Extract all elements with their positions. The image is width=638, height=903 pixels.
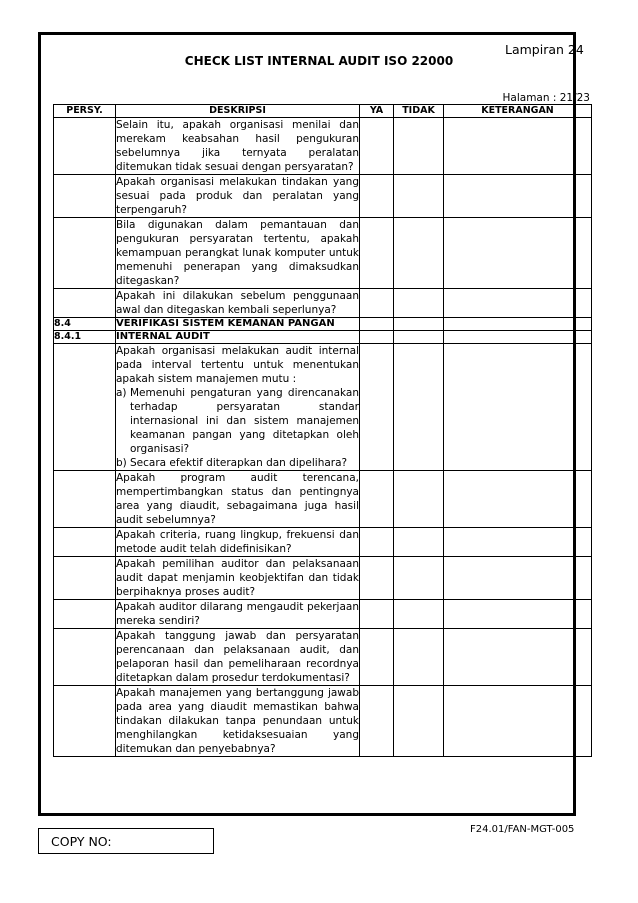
audit-checklist-table [53, 104, 592, 757]
sub-item-text: Memenuhi pengaturan yang direncanakan terhadap persyaratan standar internasional ini dan sistem manajemen keamanan pangan yang ditetapkan oleh organisasi? [130, 387, 359, 455]
empty-cell [444, 318, 592, 331]
question-cell [116, 528, 360, 557]
question-text: Selain itu, apakah organisasi menilai dan merekam keabsahan hasil pengukuran sebelumnya jika ternyata peralatan ditemukan tidak sesuai dengan persyaratan? [116, 119, 359, 173]
persy-cell [54, 600, 116, 629]
header-tidak: TIDAK [394, 105, 444, 118]
question-cell [116, 218, 360, 289]
tidak-checkbox-cell[interactable] [394, 175, 444, 218]
empty-cell [360, 318, 394, 331]
persy-cell [54, 344, 116, 471]
sub-item-b [116, 456, 359, 470]
persy-cell [54, 686, 116, 757]
question-text: Bila digunakan dalam pemantauan dan pengukuran persyaratan tertentu, apakah kemampuan perangkat lunak komputer untuk memenuhi penerapan yang dimaksudkan ditegaskan? [116, 219, 359, 287]
question-text: Apakah organisasi melakukan audit internal pada interval tertentu untuk menentukan apakah sistem manajemen mutu : [116, 345, 359, 385]
question-cell [116, 629, 360, 686]
table-row [54, 557, 592, 600]
empty-cell [394, 331, 444, 344]
keterangan-cell[interactable] [444, 557, 592, 600]
sub-item-label: a) [116, 387, 127, 399]
persy-cell [54, 557, 116, 600]
persy-cell [54, 175, 116, 218]
ya-checkbox-cell[interactable] [360, 686, 394, 757]
header-keterangan: KETERANGAN [444, 105, 592, 118]
question-text: Apakah criteria, ruang lingkup, frekuensi dan metode audit telah didefinisikan? [116, 529, 359, 555]
section-row-8-4-1 [54, 331, 592, 344]
keterangan-cell[interactable] [444, 629, 592, 686]
page-number: Halaman : 21/23 [502, 92, 590, 104]
table-row [54, 175, 592, 218]
question-text: Apakah auditor dilarang mengaudit pekerjaan mereka sendiri? [116, 601, 359, 627]
question-cell [116, 289, 360, 318]
header-deskripsi: DESKRIPSI [116, 105, 360, 118]
question-cell [116, 557, 360, 600]
keterangan-cell[interactable] [444, 289, 592, 318]
header-persy: PERSY. [54, 105, 116, 118]
table-row [54, 218, 592, 289]
sub-item-label: b) [116, 457, 127, 469]
ya-checkbox-cell[interactable] [360, 344, 394, 471]
tidak-checkbox-cell[interactable] [394, 471, 444, 528]
table-row [54, 471, 592, 528]
empty-cell [394, 318, 444, 331]
question-cell [116, 344, 360, 471]
persy-cell [54, 118, 116, 175]
section-title: INTERNAL AUDIT [116, 331, 360, 344]
table-row [54, 528, 592, 557]
section-title: VERIFIKASI SISTEM KEMANAN PANGAN [116, 318, 360, 331]
copy-number-box: COPY NO: [38, 828, 214, 854]
persy-cell [54, 528, 116, 557]
header-ya: YA [360, 105, 394, 118]
persy-cell [54, 218, 116, 289]
ya-checkbox-cell[interactable] [360, 528, 394, 557]
ya-checkbox-cell[interactable] [360, 118, 394, 175]
question-cell [116, 686, 360, 757]
tidak-checkbox-cell[interactable] [394, 118, 444, 175]
question-text: Apakah ini dilakukan sebelum penggunaan awal dan ditegaskan kembali seperlunya? [116, 290, 359, 316]
empty-cell [360, 331, 394, 344]
question-text: Apakah pemilihan auditor dan pelaksanaan audit dapat menjamin keobjektifan dan tidak berpihaknya proses audit? [116, 558, 359, 598]
tidak-checkbox-cell[interactable] [394, 557, 444, 600]
section-number: 8.4 [54, 318, 116, 331]
question-text: Apakah program audit terencana, mempertimbangkan status dan pentingnya area yang diaudit, sebagaimana juga hasil audit sebelumnya? [116, 472, 359, 526]
persy-cell [54, 629, 116, 686]
question-cell [116, 471, 360, 528]
ya-checkbox-cell[interactable] [360, 175, 394, 218]
keterangan-cell[interactable] [444, 686, 592, 757]
ya-checkbox-cell[interactable] [360, 629, 394, 686]
keterangan-cell[interactable] [444, 218, 592, 289]
ya-checkbox-cell[interactable] [360, 600, 394, 629]
tidak-checkbox-cell[interactable] [394, 218, 444, 289]
keterangan-cell[interactable] [444, 344, 592, 471]
keterangan-cell[interactable] [444, 600, 592, 629]
keterangan-cell[interactable] [444, 118, 592, 175]
ya-checkbox-cell[interactable] [360, 289, 394, 318]
table-header-row [54, 105, 592, 118]
form-number: F24.01/FAN-MGT-005 [470, 824, 575, 835]
keterangan-cell[interactable] [444, 528, 592, 557]
section-number: 8.4.1 [54, 331, 116, 344]
question-text: Apakah manajemen yang bertanggung jawab pada area yang diaudit memastikan bahwa tindakan dilakukan tanpa penundaan untuk menghilangkan ketidaksesuaian yang ditemukan dan penyebabnya? [116, 687, 359, 755]
document-title: CHECK LIST INTERNAL AUDIT ISO 22000 [184, 54, 454, 68]
persy-cell [54, 289, 116, 318]
tidak-checkbox-cell[interactable] [394, 528, 444, 557]
ya-checkbox-cell[interactable] [360, 471, 394, 528]
question-cell [116, 175, 360, 218]
table-row [54, 344, 592, 471]
question-text: Apakah tanggung jawab dan persyaratan perencanaan dan pelaksanaan audit, dan pelaporan hasil dan pemeliharaan recordnya ditetapkan dalam prosedur terdokumentasi? [116, 630, 359, 684]
tidak-checkbox-cell[interactable] [394, 344, 444, 471]
section-row-8-4 [54, 318, 592, 331]
question-cell [116, 118, 360, 175]
table-row [54, 629, 592, 686]
question-text: Apakah organisasi melakukan tindakan yang sesuai pada produk dan peralatan yang terpengaruh? [116, 176, 359, 216]
persy-cell [54, 471, 116, 528]
keterangan-cell[interactable] [444, 471, 592, 528]
tidak-checkbox-cell[interactable] [394, 289, 444, 318]
lampiran-label: Lampiran 24 [505, 42, 584, 57]
ya-checkbox-cell[interactable] [360, 218, 394, 289]
tidak-checkbox-cell[interactable] [394, 600, 444, 629]
question-cell [116, 600, 360, 629]
sub-item-text: Secara efektif diterapkan dan dipelihara? [130, 457, 348, 469]
empty-cell [444, 331, 592, 344]
table-row [54, 289, 592, 318]
tidak-checkbox-cell[interactable] [394, 686, 444, 757]
keterangan-cell[interactable] [444, 175, 592, 218]
tidak-checkbox-cell[interactable] [394, 629, 444, 686]
table-row [54, 600, 592, 629]
table-row [54, 118, 592, 175]
ya-checkbox-cell[interactable] [360, 557, 394, 600]
table-row [54, 686, 592, 757]
sub-item-a [116, 386, 359, 456]
